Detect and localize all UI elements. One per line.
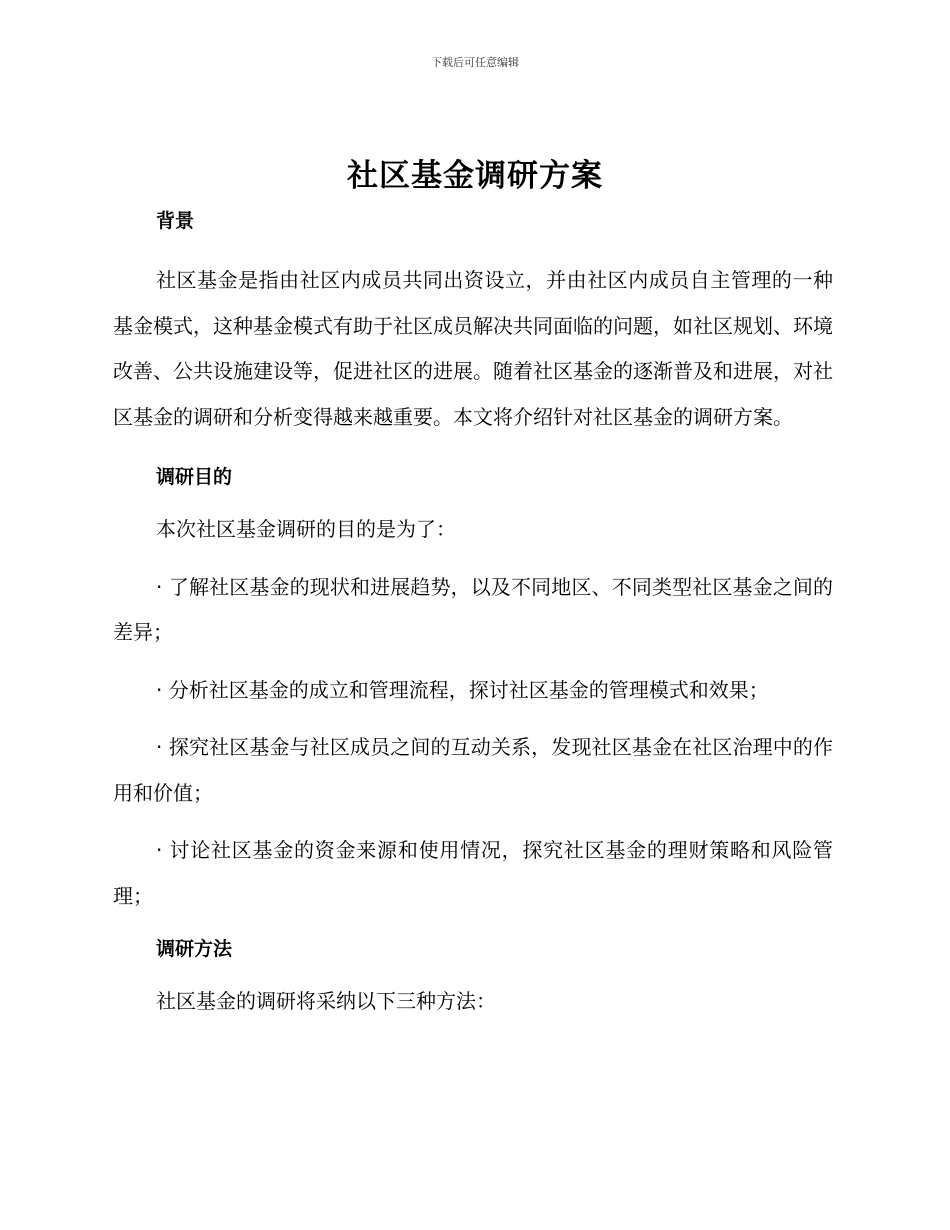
purpose-list-item-3: · 探究社区基金与社区成员之间的互动关系，发现社区基金在社区治理中的作用和价值； [113, 735, 833, 805]
method-intro-paragraph: 社区基金的调研将采纳以下三种方法： [156, 989, 496, 1013]
section-heading-purpose: 调研目的 [156, 466, 233, 488]
section-heading-background: 背景 [156, 210, 195, 232]
document-body [113, 203, 833, 1025]
purpose-list-item-1: · 了解社区基金的现状和进展趋势，以及不同地区、不同类型社区基金之间的差异； [113, 574, 833, 644]
page-header-note: 下载后可任意编辑 [431, 56, 519, 69]
purpose-list-item-4: · 讨论社区基金的资金来源和使用情况，探究社区基金的理财策略和风险管理； [113, 838, 833, 908]
background-paragraph: 社区基金是指由社区内成员共同出资设立，并由社区内成员自主管理的一种基金模式，这种基金模式有助于社区成员解决共同面临的问题，如社区规划、环境改善、公共设施建设等，促进社区的进展。随着社区基金的逐渐普及和进展，对社区基金的调研和分析变得越来越重要。本文将介绍针对社区基金的调研方案。 [113, 268, 833, 429]
section-heading-method: 调研方法 [156, 938, 233, 960]
document-title: 社区基金调研方案 [347, 158, 603, 194]
purpose-list-item-2: · 分析社区基金的成立和管理流程，探讨社区基金的管理模式和效果； [156, 677, 769, 702]
purpose-intro-paragraph: 本次社区基金调研的目的是为了： [156, 517, 456, 541]
